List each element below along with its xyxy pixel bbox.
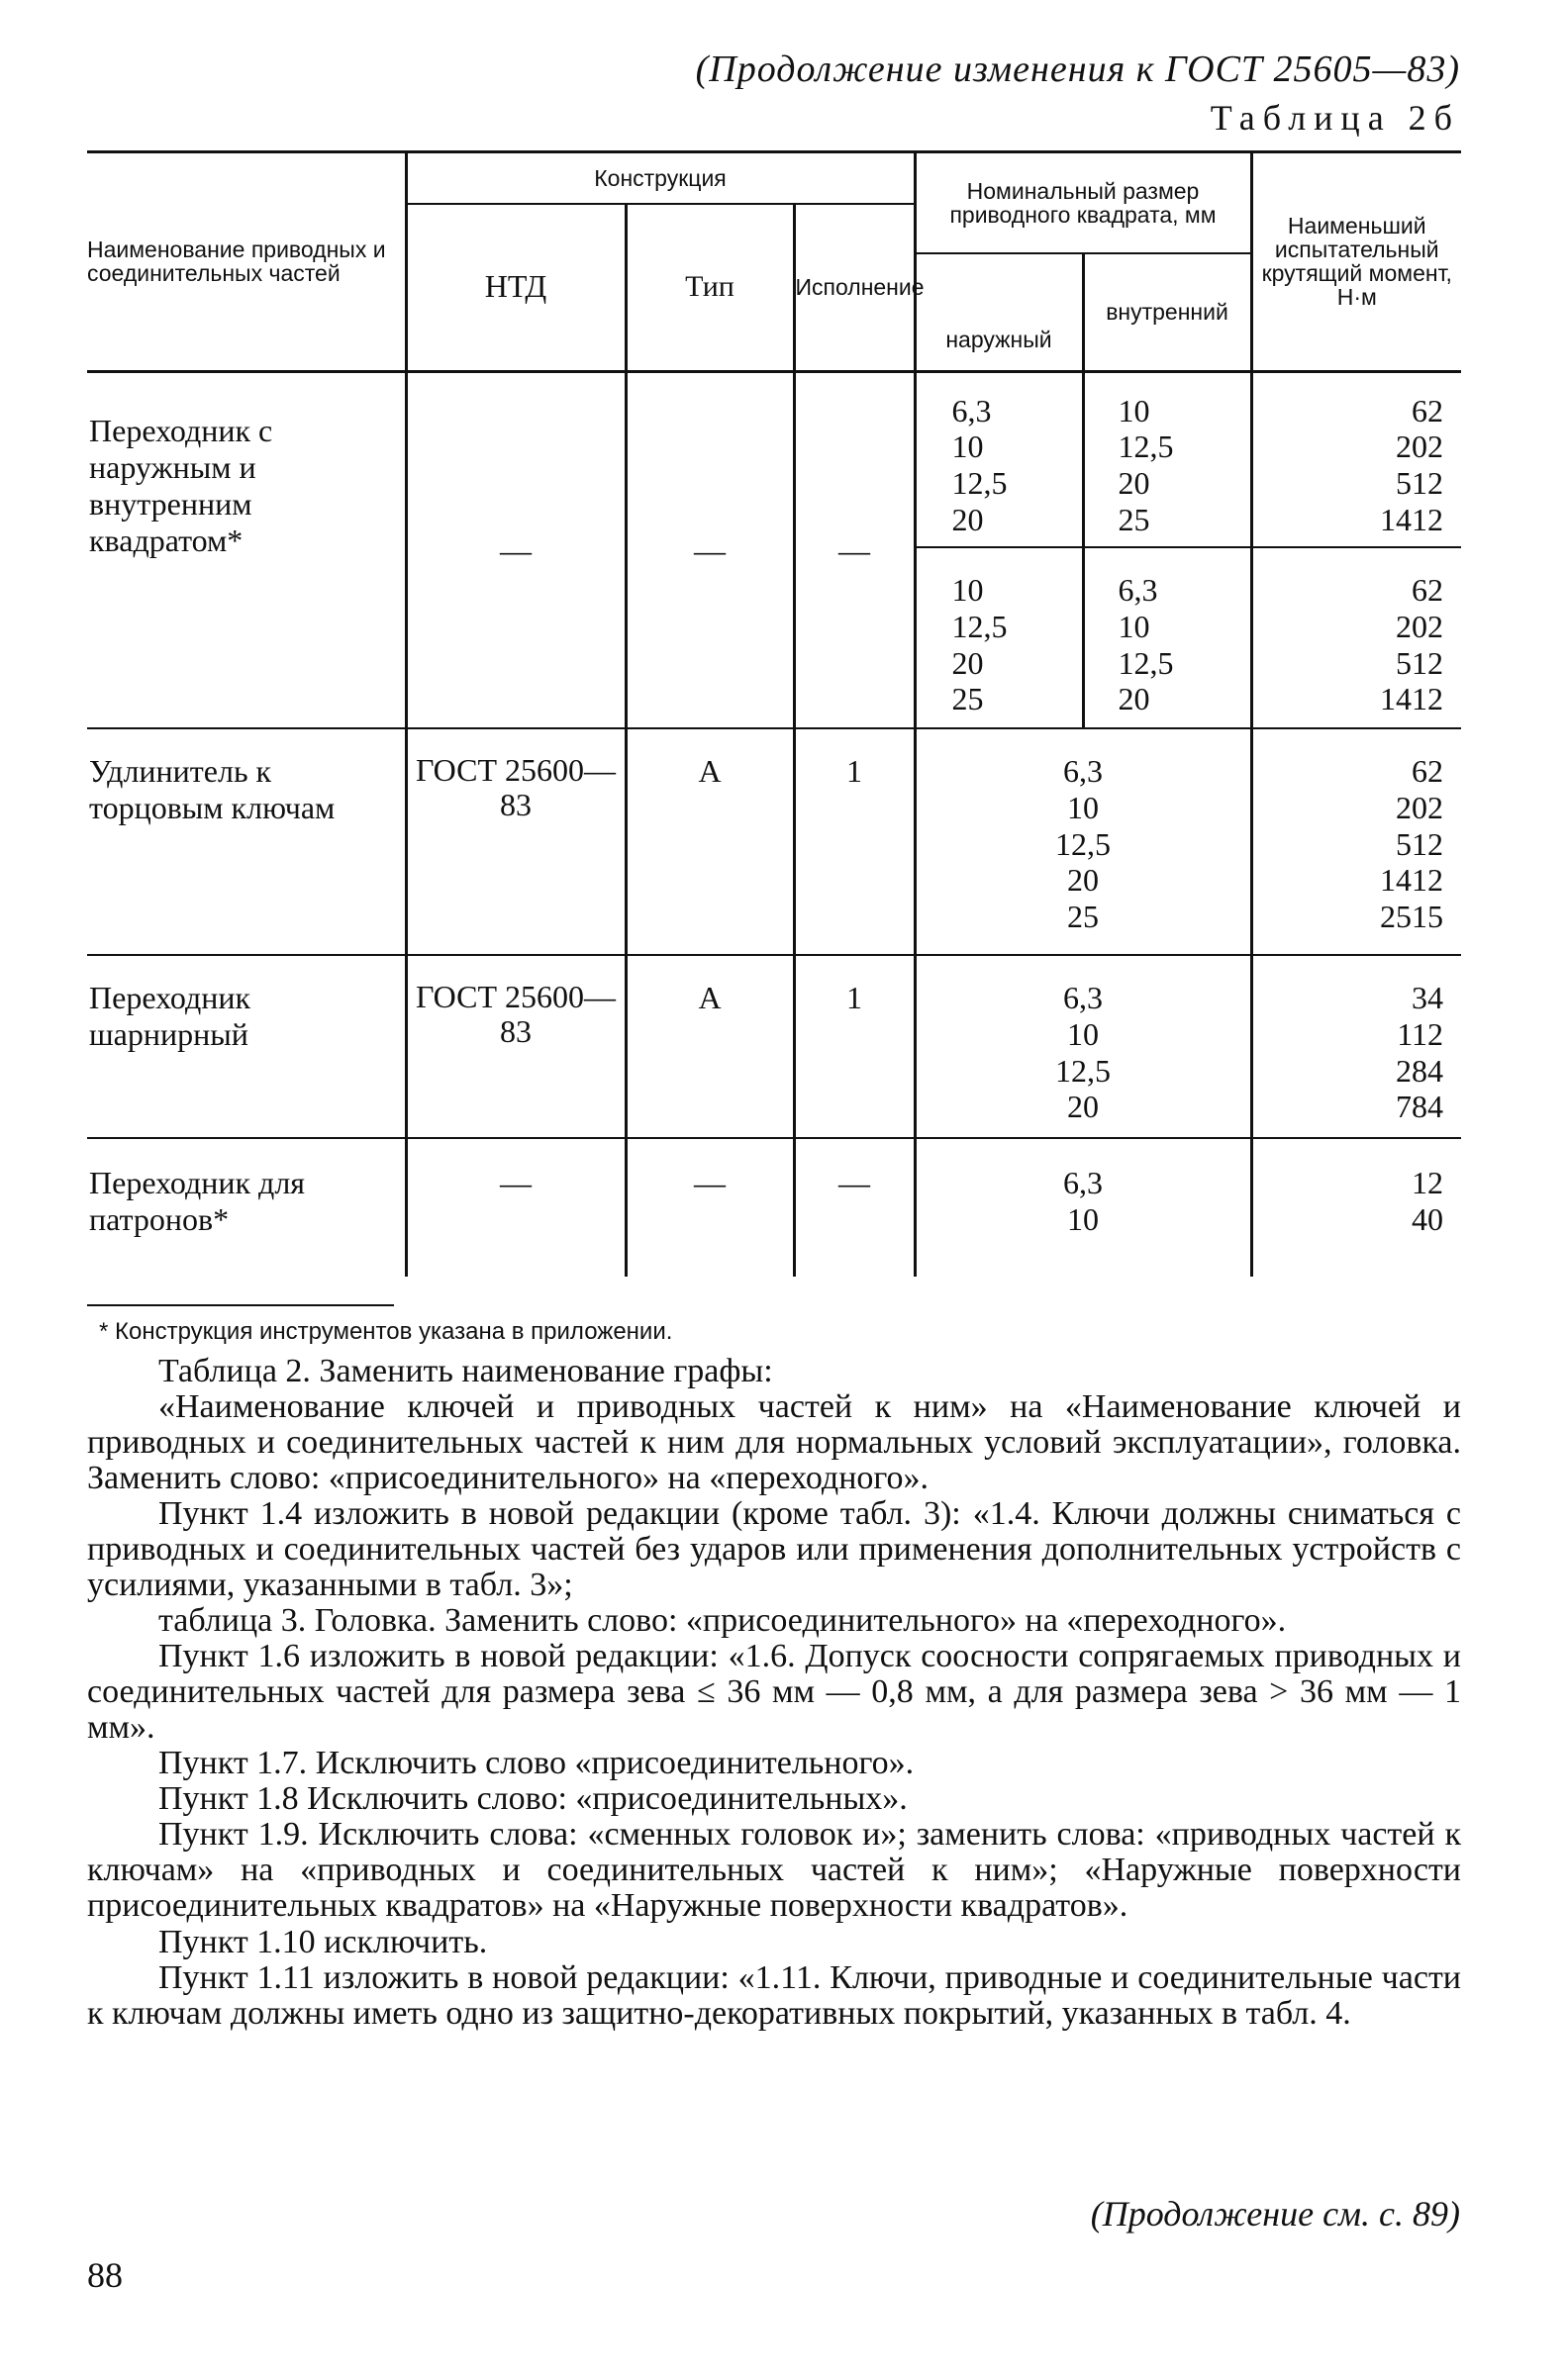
data-table bbox=[87, 150, 1461, 1277]
header-size: Номинальный размер приводного квадрата, мм bbox=[915, 152, 1251, 253]
paragraph: «Наименование ключей и приводных частей к ним» на «Наименование ключей и приводных и соединительных частей к ним для нормальных условий эксплуатации», головка. Заменить слово: «присоединительного» на «переходного». bbox=[87, 1388, 1461, 1497]
paragraph: таблица 3. Головка. Заменить слово: «присоединительного» на «переходного». bbox=[158, 1602, 1287, 1640]
row3-ntd: ГОСТ 25600—83 bbox=[406, 955, 626, 1137]
header-outer: наружный bbox=[915, 253, 1083, 370]
row3-type: А bbox=[626, 955, 794, 1137]
row2-ntd: ГОСТ 25600—83 bbox=[406, 728, 626, 954]
row1b-torque: 62 202 512 1412 bbox=[1251, 547, 1461, 727]
row2-size: 6,3 10 12,5 20 25 bbox=[915, 728, 1251, 954]
footnote-divider bbox=[87, 1304, 394, 1306]
row1b-outer: 10 12,5 20 25 bbox=[915, 547, 1083, 727]
paragraph: Пункт 1.11 изложить в новой редакции: «1.11. Ключи, приводные и соединительные части к ключам должны иметь одно из защитно-декоративных покрытий, указанных в табл. 4. bbox=[87, 1958, 1461, 2032]
page-number: 88 bbox=[87, 2255, 123, 2295]
row1-name: Переходник с наружным и внутренним квадратом* bbox=[89, 412, 273, 558]
paragraph: Пункт 1.8 Исключить слово: «присоединительных». bbox=[158, 1780, 908, 1818]
row3-exec: 1 bbox=[794, 955, 915, 1137]
row1a-inner: 10 12,5 20 25 bbox=[1083, 371, 1251, 547]
paragraph: Пункт 1.9. Исключить слова: «сменных головок и»; заменить слова: «приводных частей к ключам» на «приводных и соединительных частей к ним»; «Наружные поверхности присоединительных квадратов» на «Наружные поверхности квадратов». bbox=[87, 1816, 1461, 1925]
row1-type: — bbox=[626, 371, 794, 727]
header-torque: Наименьший испытательный крутящий момент, Н·м bbox=[1251, 152, 1461, 370]
paragraph: Таблица 2. Заменить наименование графы: bbox=[158, 1353, 773, 1389]
header-inner: внутренний bbox=[1083, 253, 1251, 370]
row3-torque: 34 112 284 784 bbox=[1251, 955, 1461, 1137]
header-name: Наименование приводных и соединительных частей bbox=[87, 152, 406, 370]
row4-size: 6,3 10 bbox=[915, 1138, 1251, 1277]
row2-exec: 1 bbox=[794, 728, 915, 954]
header-construction: Конструкция bbox=[406, 152, 915, 204]
header-ntd: НТД bbox=[406, 204, 626, 370]
row2-name: Удлинитель к торцовым ключам bbox=[89, 753, 336, 826]
row4-type: — bbox=[626, 1138, 794, 1277]
footnote: * Конструкция инструментов указана в приложении. bbox=[99, 1318, 673, 1345]
header-execution: Исполнение bbox=[794, 204, 915, 370]
row2-type: А bbox=[626, 728, 794, 954]
row3-size: 6,3 10 12,5 20 bbox=[915, 955, 1251, 1137]
row1a-torque: 62 202 512 1412 bbox=[1251, 371, 1461, 547]
row4-ntd: — bbox=[406, 1138, 626, 1277]
row1b-inner: 6,3 10 12,5 20 bbox=[1083, 547, 1251, 727]
row2-torque: 62 202 512 1412 2515 bbox=[1251, 728, 1461, 954]
continuation-footer: (Продолжение см. с. 89) bbox=[1090, 2194, 1460, 2234]
row1-exec: — bbox=[794, 371, 915, 727]
table-label: Таблица 2б bbox=[1210, 98, 1460, 138]
row4-name: Переходник для патронов* bbox=[89, 1165, 305, 1238]
row3-name: Переходник шарнирный bbox=[89, 980, 251, 1053]
paragraph: Пункт 1.4 изложить в новой редакции (кроме табл. 3): «1.4. Ключи должны сниматься с приводных и соединительных частей без ударов или применения дополнительных устройств с усилиями, указанными в табл. 3»; bbox=[87, 1495, 1461, 1604]
row1-ntd: — bbox=[406, 371, 626, 727]
row4-exec: — bbox=[794, 1138, 915, 1277]
paragraph: Пункт 1.10 исключить. bbox=[158, 1923, 488, 1960]
row4-torque: 12 40 bbox=[1251, 1138, 1461, 1277]
body-text bbox=[87, 1354, 1461, 2032]
row1a-outer: 6,3 10 12,5 20 bbox=[915, 371, 1083, 547]
header-type: Тип bbox=[626, 204, 794, 370]
paragraph: Пункт 1.6 изложить в новой редакции: «1.6. Допуск соосности сопрягаемых приводных и соединительных частей для размера зева ≤ 36 мм — 0,8 мм, а для размера зева > 36 мм — 1 мм». bbox=[87, 1638, 1461, 1747]
paragraph: Пункт 1.7. Исключить слово «присоединительного». bbox=[158, 1745, 915, 1782]
continuation-header: (Продолжение изменения к ГОСТ 25605—83) bbox=[695, 48, 1460, 90]
